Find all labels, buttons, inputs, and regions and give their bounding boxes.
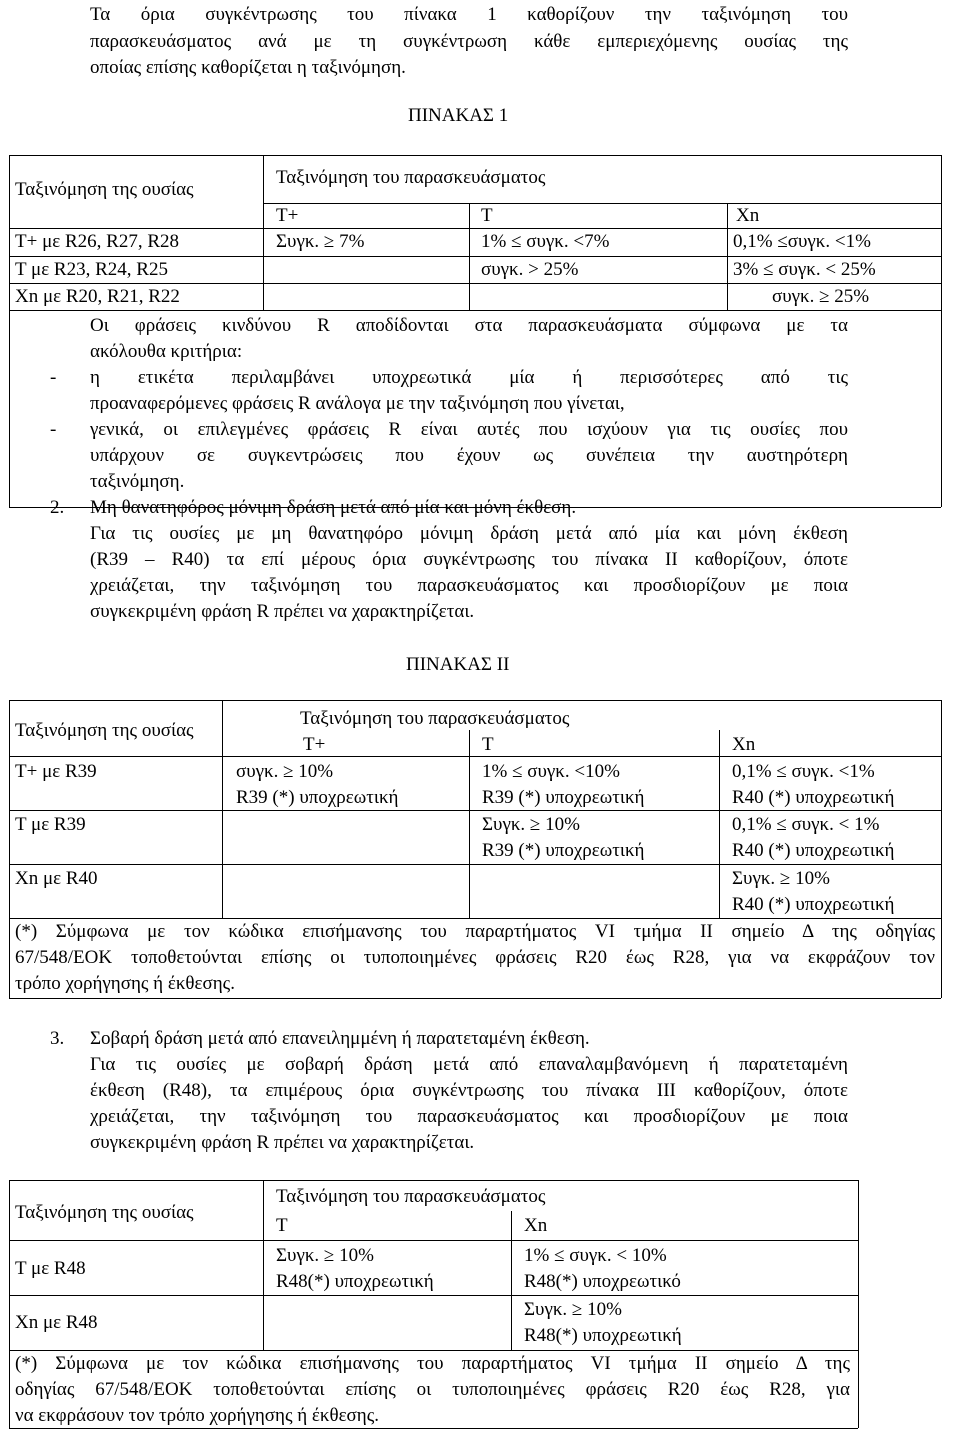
table2-col-xn: Xn: [732, 734, 756, 755]
section3-line: συγκεκριμένη φράση R πρέπει να χαρακτηρίζεται.: [90, 1132, 475, 1153]
section2-heading: Μη θανατηφόρος μόνιμη δράση μετά από μία και μόνη έκθεση.: [90, 497, 577, 518]
section2-line: χρειάζεται, την ταξινόμηση του παρασκευάσματος και προσδιορίζουν με ποια: [90, 575, 848, 596]
table1-cell: συγκ. ≥ 25%: [772, 286, 870, 307]
table1-title: ΠΙΝΑΚΑΣ 1: [408, 105, 509, 126]
table3-cell: R48(*) υποχρεωτικό: [524, 1271, 681, 1292]
table1-row-label: Xn με R20, R21, R22: [15, 286, 180, 307]
table2-cell: R40 (*) υποχρεωτική: [732, 840, 895, 861]
table1-cell: 0,1% ≤συγκ. <1%: [733, 231, 871, 252]
table1-bullet: η ετικέτα περιλαμβάνει υποχρεωτικά μία ή περισσότερες από τις: [90, 367, 848, 388]
section3-heading: Σοβαρή δράση μετά από επανειλημμένη ή παρατεταμένη έκθεση.: [90, 1028, 590, 1049]
table1-cell: συγκ. > 25%: [481, 259, 579, 280]
section3-number: 3.: [50, 1028, 65, 1049]
table2-cell: 1% ≤ συγκ. <10%: [482, 761, 620, 782]
section3-line: Για τις ουσίες με σοβαρή δράση μετά από επαναλαμβανόμενη ή παρατεταμένη: [90, 1054, 848, 1075]
table1-note: ακόλουθα κριτήρια:: [90, 341, 243, 362]
table2-cell: Συγκ. ≥ 10%: [732, 868, 830, 889]
table3-cell: R48(*) υποχρεωτική: [524, 1325, 682, 1346]
table3-row-label: Xn με R48: [15, 1312, 98, 1333]
table3-footnote: να εκφράσουν τον τρόπο χορήγησης ή έκθεσης.: [15, 1405, 379, 1426]
table1-note: Οι φράσεις κινδύνου R αποδίδονται στα παρασκευάσματα σύμφωνα με τα: [90, 315, 848, 336]
table2-cell: R39 (*) υποχρεωτική: [482, 840, 645, 861]
table2-cell: R40 (*) υποχρεωτική: [732, 894, 895, 915]
table3-footnote: οδηγίας 67/548/ΕΟΚ τοποθετούνται επίσης οι τυποποιημένες φράσεις R20 έως R28, για: [15, 1379, 850, 1400]
table3-col-t: T: [276, 1215, 288, 1236]
table1-cell: 1% ≤ συγκ. <7%: [481, 231, 610, 252]
table3-cell: Συγκ. ≥ 10%: [276, 1245, 374, 1266]
table1-bullet: γενικά, οι επιλεγμένες φράσεις R είναι αυτές που ισχύουν για τις ουσίες που: [90, 419, 848, 440]
table2-cell: R40 (*) υποχρεωτική: [732, 787, 895, 808]
table2-cell: Συγκ. ≥ 10%: [482, 814, 580, 835]
table1-col-xn: Xn: [736, 205, 760, 226]
table2-col-t: T: [482, 734, 494, 755]
table1-row-label: T+ με R26, R27, R28: [15, 231, 180, 252]
table2-cell: R39 (*) υποχρεωτική: [236, 787, 399, 808]
table3-cell: Συγκ. ≥ 10%: [524, 1299, 622, 1320]
table1-bullet: προαναφερόμενες φράσεις R ανάλογα με την ταξινόμηση που γίνεται,: [90, 393, 625, 414]
table1-col-t: T: [481, 205, 493, 226]
intro-line: παρασκευάσματος ανά με τη συγκέντρωση κάθε εμπεριεχόμενης ουσίας της: [90, 31, 848, 52]
table1-header-substance: Ταξινόμηση της ουσίας: [15, 179, 194, 200]
table3-col-xn: Xn: [524, 1215, 548, 1236]
table3-row-label: T με R48: [15, 1258, 86, 1279]
table2-col-tplus: T+: [303, 734, 326, 755]
table2-row-label: T με R39: [15, 814, 86, 835]
table1-cell: Συγκ. ≥ 7%: [276, 231, 365, 252]
section2-line: συγκεκριμένη φράση R πρέπει να χαρακτηρίζεται.: [90, 601, 475, 622]
table2-cell: 0,1% ≤ συγκ. < 1%: [732, 814, 880, 835]
table1-header-preparation: Ταξινόμηση του παρασκευάσματος: [276, 167, 546, 188]
table1-bullet: ταξινόμηση.: [90, 471, 185, 492]
section2-line: (R39 – R40) τα επί μέρους όρια συγκέντρωσης του πίνακα ΙΙ καθορίζουν, όποτε: [90, 549, 848, 570]
section3-line: χρειάζεται, την ταξινόμηση του παρασκευάσματος και προσδιορίζουν με ποια: [90, 1106, 848, 1127]
table2-footnote: (*) Σύμφωνα με τον κώδικα επισήμανσης του παραρτήματος VI τμήμα II σημείο Δ της οδηγίας: [15, 921, 935, 942]
table2-footnote: 67/548/ΕΟΚ τοποθετούνται επίσης οι τυποποιημένες φράσεις R20 έως R28, για να εκφράζουν τον: [15, 947, 935, 968]
table1-bullet: υπάρχουν σε συγκεντρώσεις που έχουν ως συνέπεια την αυστηρότερη: [90, 445, 848, 466]
table3-cell: 1% ≤ συγκ. < 10%: [524, 1245, 667, 1266]
section2-line: Για τις ουσίες με μη θανατηφόρο μόνιμη δράση μετά από μία και μόνη έκθεση: [90, 523, 848, 544]
intro-line: οποίας επίσης καθορίζεται η ταξινόμηση.: [90, 57, 406, 78]
section3-line: έκθεση (R48), τα επιμέρους όρια συγκέντρωσης του πίνακα ΙΙΙ καθορίζουν, όποτε: [90, 1080, 848, 1101]
table2-cell: 0,1% ≤ συγκ. <1%: [732, 761, 875, 782]
table1-row-label: T με R23, R24, R25: [15, 259, 168, 280]
table1-col-tplus: T+: [276, 205, 299, 226]
table3-header-substance: Ταξινόμηση της ουσίας: [15, 1202, 194, 1223]
table2-footnote: τρόπο χορήγησης ή έκθεσης.: [15, 973, 235, 994]
bullet-dash: -: [50, 367, 57, 388]
table1-cell: 3% ≤ συγκ. < 25%: [733, 259, 876, 280]
table3-footnote: (*) Σύμφωνα με τον κώδικα επισήμανσης του παραρτήματος VI τμήμα II σημείο Δ της: [15, 1353, 850, 1374]
table3-header-preparation: Ταξινόμηση του παρασκευάσματος: [276, 1186, 546, 1207]
table2-cell: R39 (*) υποχρεωτική: [482, 787, 645, 808]
bullet-dash: -: [50, 419, 57, 440]
table2-header-substance: Ταξινόμηση της ουσίας: [15, 720, 194, 741]
section2-number: 2.: [50, 497, 65, 518]
table2-cell: συγκ. ≥ 10%: [236, 761, 334, 782]
table2-title: ΠΙΝΑΚΑΣ ΙΙ: [406, 654, 510, 675]
table2-row-label: T+ με R39: [15, 761, 97, 782]
table3-cell: R48(*) υποχρεωτική: [276, 1271, 434, 1292]
table2-header-preparation: Ταξινόμηση του παρασκευάσματος: [300, 708, 570, 729]
intro-line: Τα όρια συγκέντρωσης του πίνακα 1 καθορίζουν την ταξινόμηση του: [90, 4, 848, 25]
table2-row-label: Xn με R40: [15, 868, 98, 889]
